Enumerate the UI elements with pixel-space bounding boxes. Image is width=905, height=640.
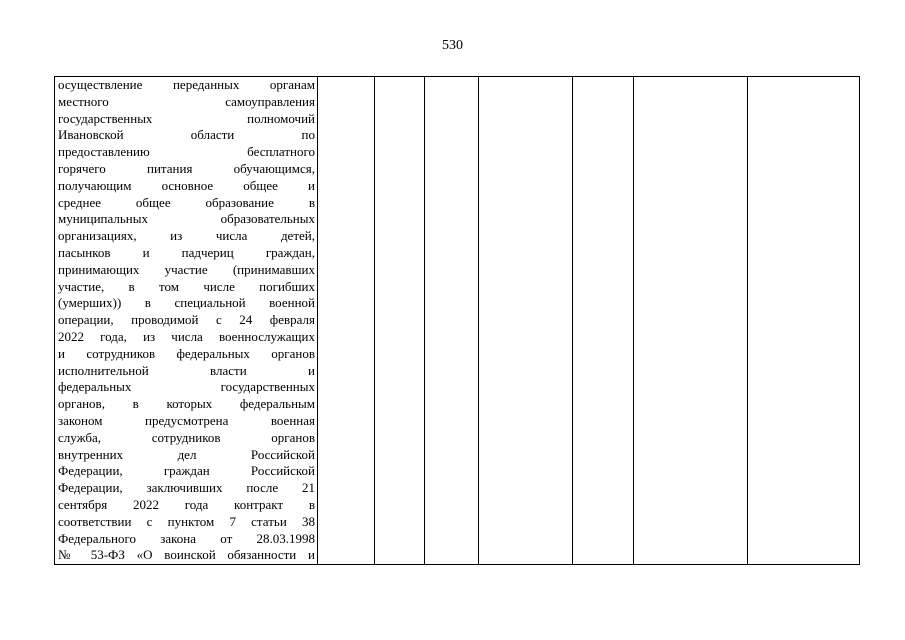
empty-cell [425, 77, 479, 565]
empty-cell [634, 77, 748, 565]
text-line: горячего питания обучающимся, [58, 160, 315, 176]
table-row [55, 77, 860, 565]
text-line: операции, проводимой с 24 февраля [58, 312, 315, 328]
text-line: исполнительной власти и [58, 362, 315, 378]
text-line: сентября 2022 года контракт в [58, 496, 315, 512]
empty-cell [318, 77, 375, 565]
text-line: Федерального закона от 28.03.1998 [58, 530, 315, 546]
text-line: федеральных государственных [58, 379, 315, 395]
text-line: соответствии с пунктом 7 статьи 38 [58, 513, 315, 529]
empty-cell [748, 77, 860, 565]
text-line: и сотрудников федеральных органов [58, 345, 315, 361]
text-line: предоставлению бесплатного [58, 144, 315, 160]
text-line: получающим основное общее и [58, 177, 315, 193]
text-line: внутренних дел Российской [58, 446, 315, 462]
text-line: организациях, из числа детей, [58, 228, 315, 244]
text-line: участие, в том числе погибших [58, 278, 315, 294]
text-line: Ивановской области по [58, 127, 315, 143]
text-line: среднее общее образование в [58, 194, 315, 210]
text-line: Федерации, заключивших после 21 [58, 480, 315, 496]
empty-cell [375, 77, 425, 565]
text-line: местного самоуправления [58, 93, 315, 109]
empty-cell [479, 77, 573, 565]
text-line: законом предусмотрена военная [58, 412, 315, 428]
text-line: (умерших)) в специальной военной [58, 295, 315, 311]
text-line: муниципальных образовательных [58, 211, 315, 227]
text-line: осуществление переданных органам [58, 77, 315, 92]
empty-cell [573, 77, 634, 565]
text-line: Федерации, граждан Российской [58, 463, 315, 479]
document-table [54, 76, 860, 565]
description-text [58, 77, 315, 564]
text-line: пасынков и падчериц граждан, [58, 244, 315, 260]
description-cell [55, 77, 318, 565]
text-line: государственных полномочий [58, 110, 315, 126]
text-line: органов, в которых федеральным [58, 396, 315, 412]
text-line: принимающих участие (принимавших [58, 261, 315, 277]
page-number: 530 [442, 38, 463, 53]
text-line: служба, сотрудников органов [58, 429, 315, 445]
text-line: 2022 года, из числа военнослужащих [58, 328, 315, 344]
text-line: № 53-ФЗ «О воинской обязанности и [58, 547, 315, 563]
